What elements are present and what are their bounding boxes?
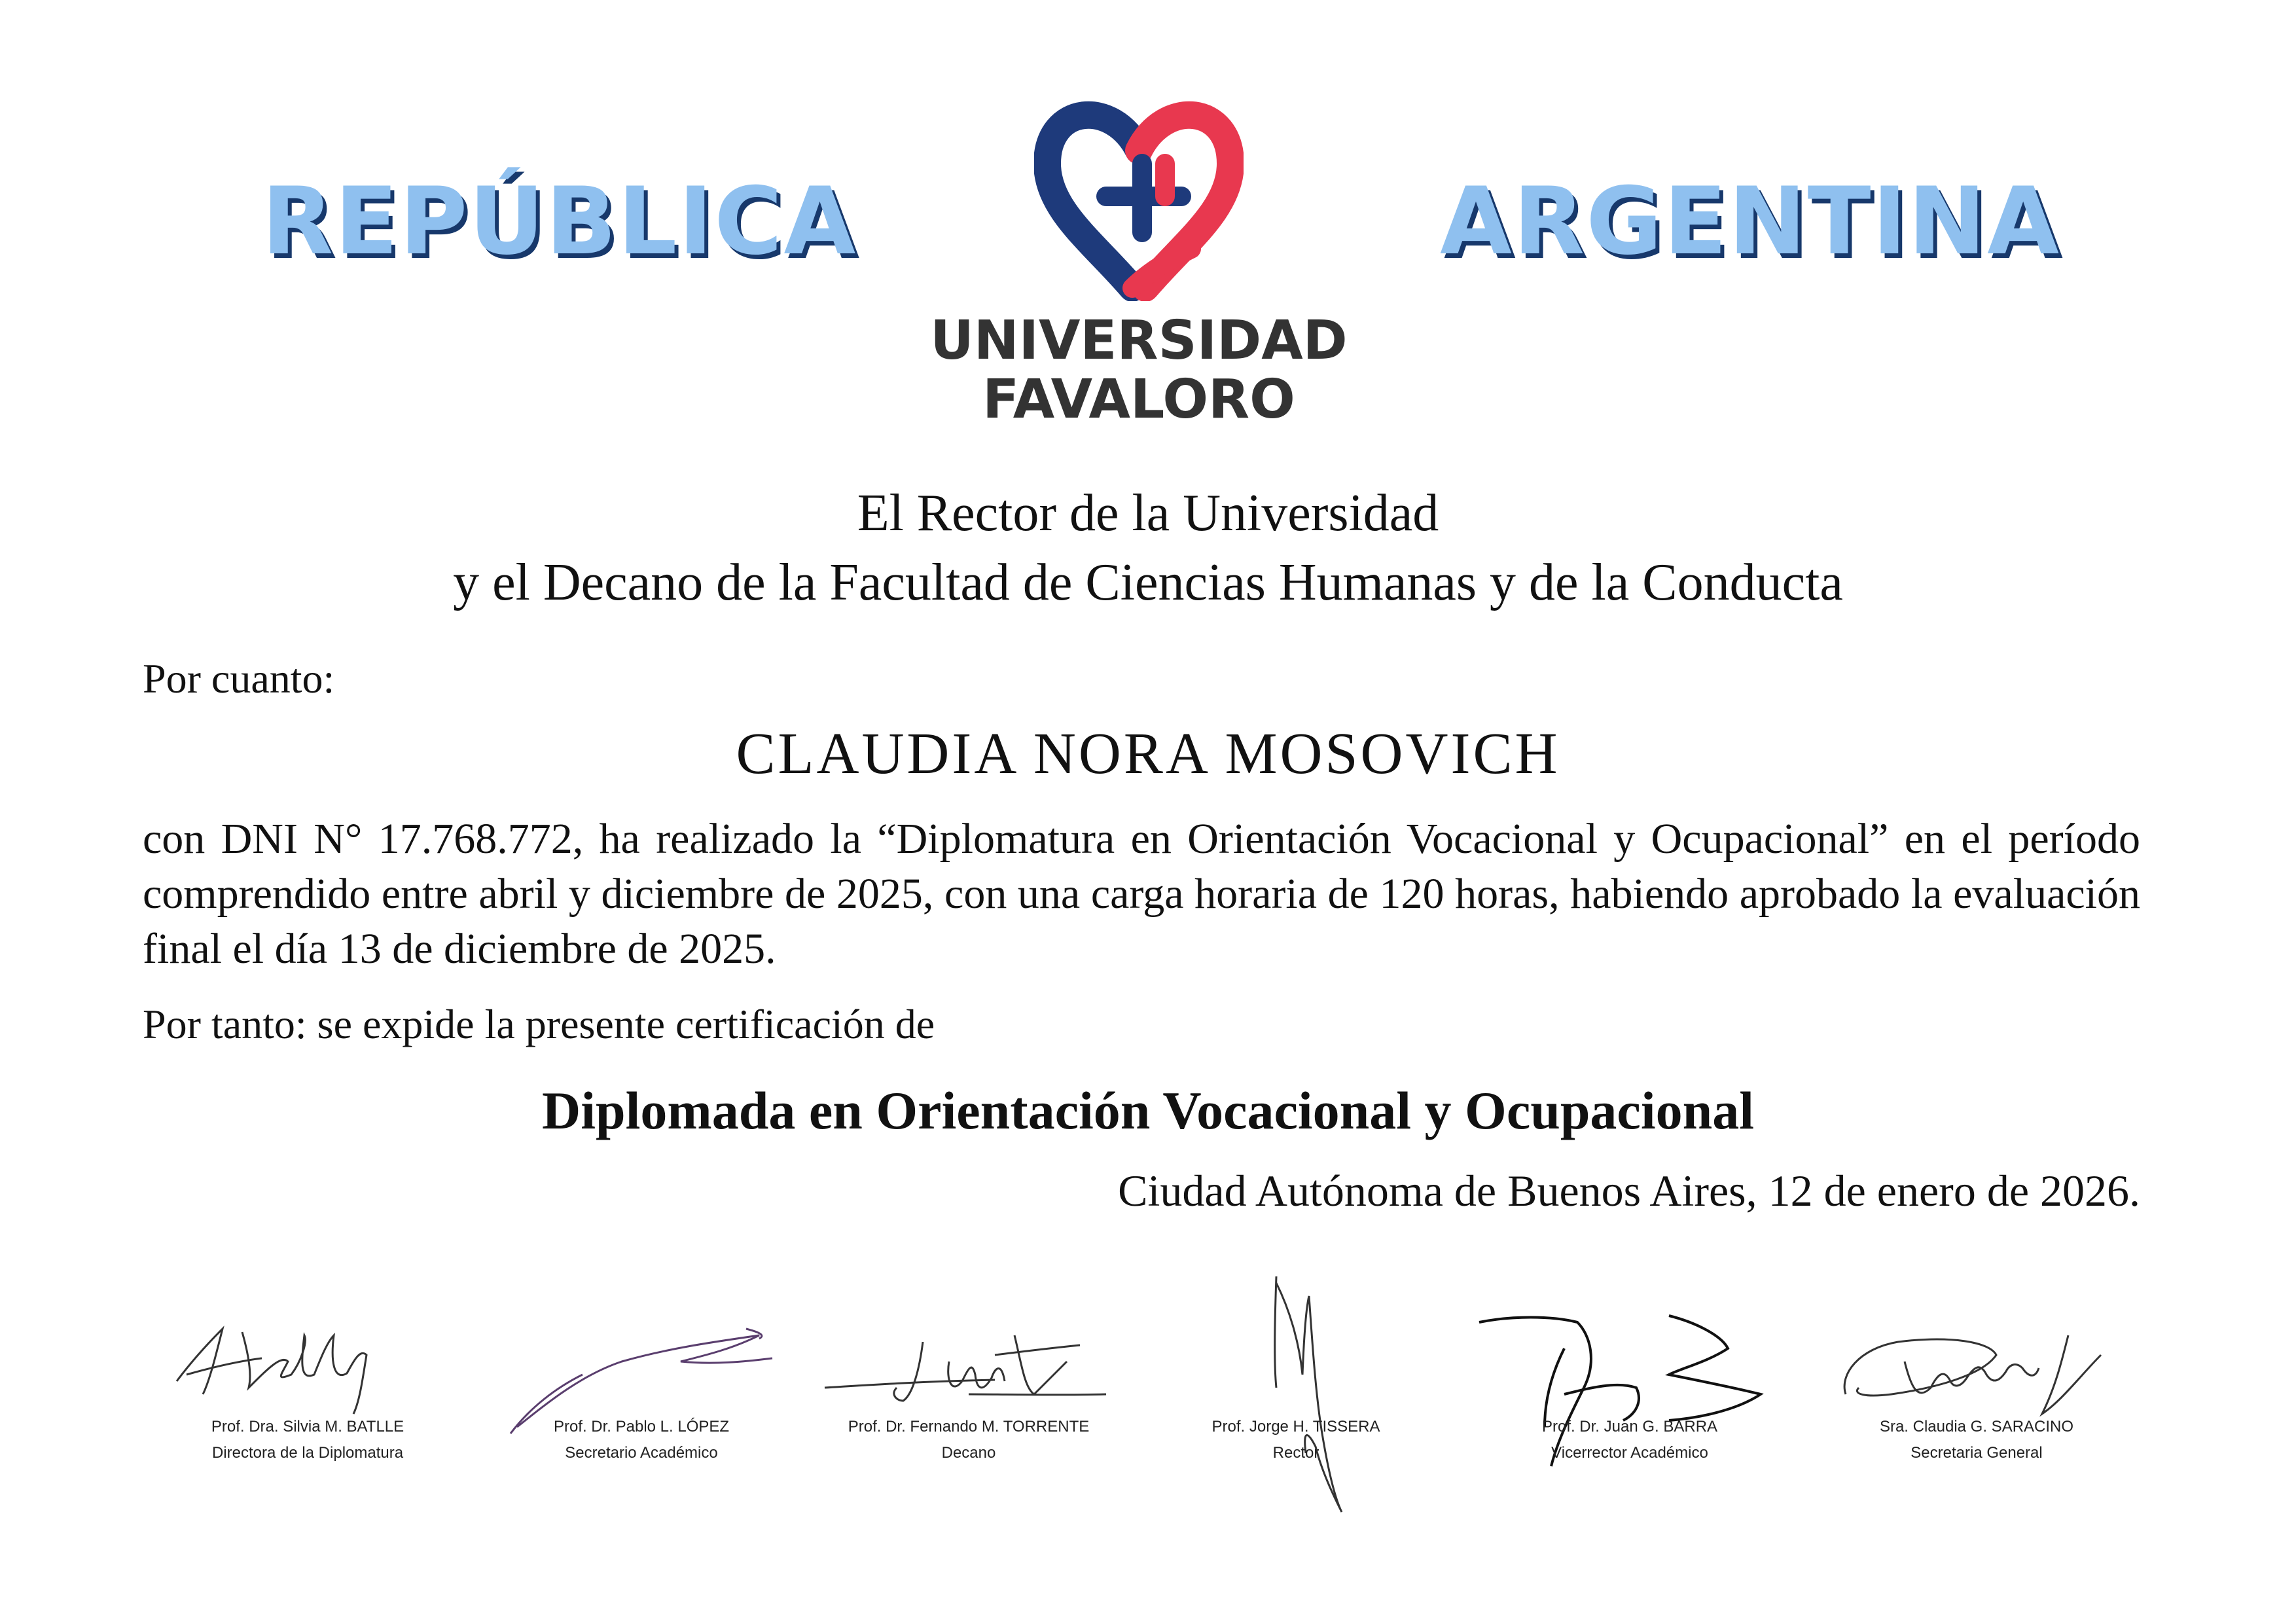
signature-block: [137, 1296, 478, 1492]
heading-line-2: y el Decano de la Facultad de Ciencias Humanas y de la Conducta: [453, 554, 1843, 611]
signer-role: Secretario Académico: [565, 1444, 718, 1462]
signer-role: Secretaria General: [1910, 1444, 2043, 1462]
signer-name: Prof. Jorge H. TISSERA: [1211, 1418, 1380, 1435]
signature-block: [1126, 1296, 1466, 1492]
signer-name: Prof. Dr. Juan G. BARRA: [1541, 1418, 1718, 1435]
por-cuanto-label: Por cuanto:: [143, 655, 335, 702]
signature-caption: [798, 1414, 1139, 1466]
signer-name: Prof. Dr. Fernando M. TORRENTE: [848, 1418, 1090, 1435]
place-and-date: Ciudad Autónoma de Buenos Aires, 12 de enero de 2026.: [1118, 1166, 2140, 1216]
signer-role: Decano: [941, 1444, 996, 1462]
heading-line-1: El Rector de la Universidad: [857, 484, 1439, 542]
country-left-heading: REPÚBLICA: [262, 168, 857, 276]
signature-caption: [1460, 1414, 1800, 1466]
signer-role: Vicerrector Académico: [1551, 1444, 1708, 1462]
university-logo-line-1: UNIVERSIDAD: [930, 310, 1348, 372]
signer-name: Prof. Dra. Silvia M. BATLLE: [211, 1418, 404, 1435]
country-right-heading: ARGENTINA: [1440, 168, 2061, 276]
signature-caption: [1806, 1414, 2147, 1466]
signature-caption: [471, 1414, 812, 1466]
signer-name: Prof. Dr. Pablo L. LÓPEZ: [553, 1418, 730, 1435]
por-tanto-label: Por tanto: se expide la presente certificación de: [143, 1001, 935, 1047]
signature-caption: [1126, 1414, 1466, 1466]
signature-block: [1806, 1296, 2147, 1492]
heart-cross-icon: [1034, 92, 1244, 301]
signature-block: [798, 1296, 1139, 1492]
recipient-name: CLAUDIA NORA MOSOVICH: [736, 721, 1560, 786]
degree-title: Diplomada en Orientación Vocacional y Ocupacional: [542, 1081, 1754, 1140]
signer-name: Sra. Claudia G. SARACINO: [1879, 1418, 2074, 1435]
certificate-body-text: con DNI N° 17.768.772, ha realizado la “Diplomatura en Orientación Vocacional y Ocupacional” en el período comprendido entre abril y diciembre de 2025, con una carga horaria de 120 horas, habiendo aprobado la evaluación final el día 13 de diciembre de 2025.: [143, 815, 2140, 973]
signature-caption: [137, 1414, 478, 1466]
signature-block: [471, 1296, 812, 1492]
university-logo-line-2: FAVALORO: [982, 369, 1295, 431]
signer-role: Rector: [1272, 1444, 1319, 1462]
signature-block: [1460, 1296, 1800, 1492]
signer-role: Directora de la Diplomatura: [211, 1444, 404, 1462]
